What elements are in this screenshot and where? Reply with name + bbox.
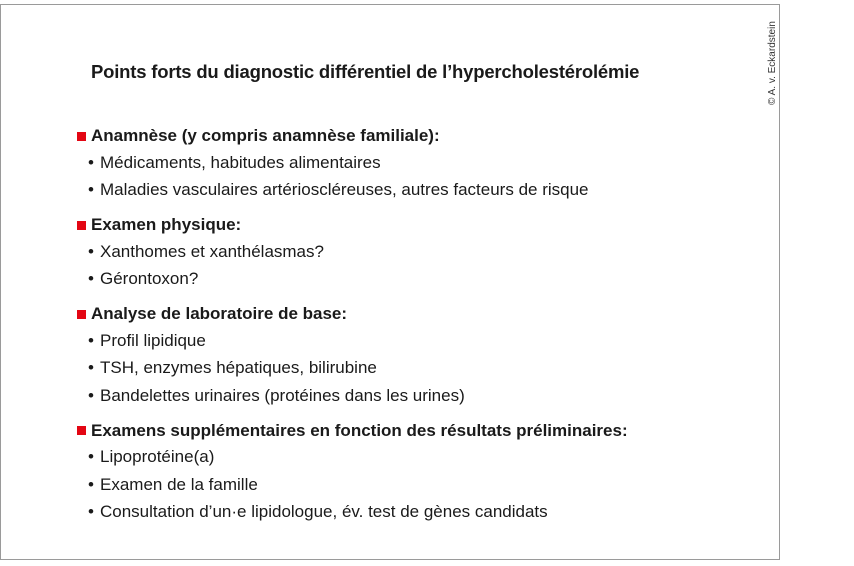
- bullet-dot-icon: •: [88, 180, 94, 200]
- bullet-dot-icon: •: [88, 358, 94, 378]
- list-item: [77, 355, 767, 383]
- bullet-dot-icon: •: [88, 474, 94, 494]
- section-additional-exams: [77, 418, 767, 527]
- list-item-text: TSH, enzymes hépatiques, bilirubine: [100, 358, 377, 378]
- slide-frame: [0, 4, 780, 560]
- list-item: [77, 471, 767, 499]
- bullet-dot-icon: •: [88, 385, 94, 405]
- copyright-note: © A. v. Eckardstein: [767, 21, 778, 105]
- bullet-dot-icon: •: [88, 447, 94, 467]
- red-square-bullet-icon: [77, 221, 86, 230]
- list-item: [77, 444, 767, 472]
- red-square-bullet-icon: [77, 426, 86, 435]
- page-title: Points forts du diagnostic différentiel de l’hypercholestérolémie: [91, 61, 640, 82]
- list-item: [77, 177, 767, 205]
- list-item: [77, 327, 767, 355]
- section-heading: [77, 123, 767, 149]
- section-list: [77, 123, 767, 534]
- list-item-text: Profil lipidique: [100, 330, 206, 350]
- bullet-dot-icon: •: [88, 269, 94, 289]
- list-item: [77, 149, 767, 177]
- section-lab-analysis: [77, 301, 767, 410]
- section-heading-text: Examen physique:: [91, 215, 242, 234]
- bullet-dot-icon: •: [88, 241, 94, 261]
- list-item: [77, 238, 767, 266]
- list-item-text: Consultation d’un·e lipidologue, év. test de gènes candidats: [100, 502, 548, 522]
- list-item-text: Gérontoxon?: [100, 269, 199, 289]
- section-heading: [77, 301, 767, 327]
- section-heading-text: Anamnèse (y compris anamnèse familiale):: [91, 126, 440, 145]
- section-anamnesis: [77, 123, 767, 204]
- bullet-dot-icon: •: [88, 330, 94, 350]
- section-heading-text: Analyse de laboratoire de base:: [91, 304, 348, 323]
- list-item-text: Lipoprotéine(a): [100, 447, 215, 467]
- bullet-dot-icon: •: [88, 502, 94, 522]
- list-item-text: Bandelettes urinaires (protéines dans les urines): [100, 385, 465, 405]
- list-item-text: Maladies vasculaires artérioscléreuses, autres facteurs de risque: [100, 180, 589, 200]
- list-item: [77, 266, 767, 294]
- list-item-text: Examen de la famille: [100, 474, 258, 494]
- section-heading: [77, 212, 767, 238]
- section-heading: [77, 418, 767, 444]
- red-square-bullet-icon: [77, 132, 86, 141]
- section-heading-text: Examens supplémentaires en fonction des résultats préliminaires:: [91, 420, 628, 440]
- red-square-bullet-icon: [77, 310, 86, 319]
- bullet-dot-icon: •: [88, 152, 94, 172]
- list-item-text: Médicaments, habitudes alimentaires: [100, 152, 381, 172]
- section-physical-exam: [77, 212, 767, 293]
- list-item: [77, 382, 767, 410]
- list-item-text: Xanthomes et xanthélasmas?: [100, 241, 324, 261]
- list-item: [77, 499, 767, 527]
